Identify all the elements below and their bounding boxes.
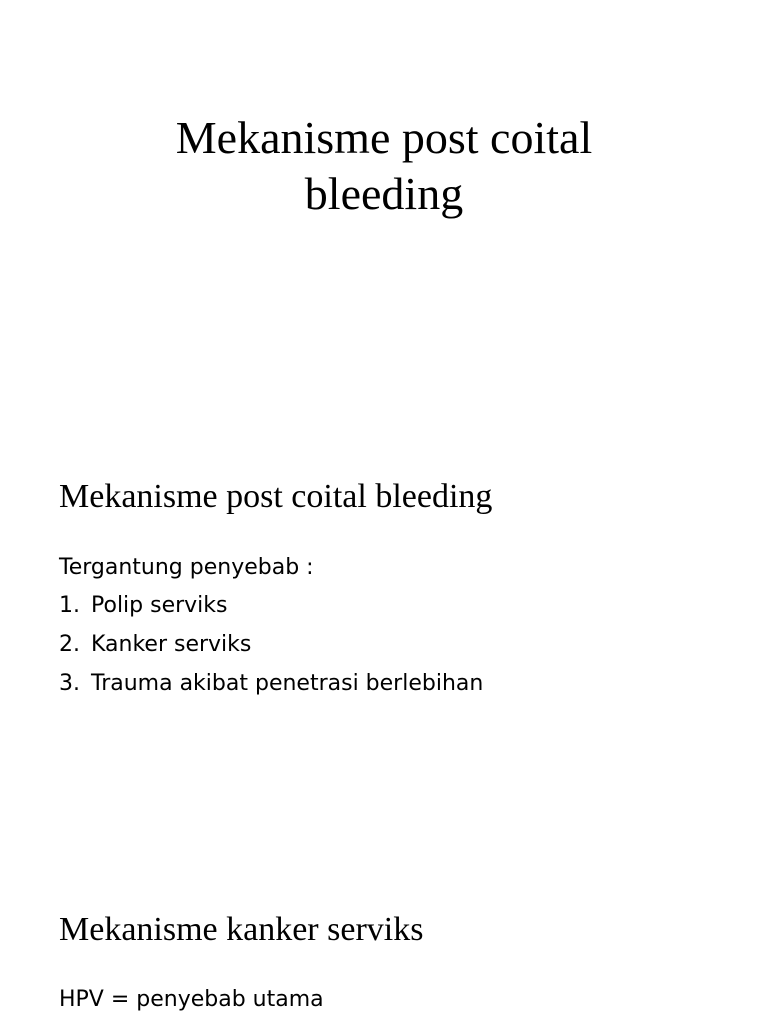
list-item-text: Trauma akibat penetrasi berlebihan bbox=[91, 671, 484, 696]
list-item bbox=[59, 586, 483, 625]
slide-title-line-1: Mekanisme post coital bbox=[175, 112, 593, 163]
slide-title-line-2: bleeding bbox=[304, 168, 464, 219]
slide-title bbox=[0, 110, 768, 222]
list-item-number: 1. bbox=[59, 593, 80, 618]
list-item-number: 2. bbox=[59, 632, 80, 657]
cause-list bbox=[59, 586, 483, 703]
section-heading-post-coital: Mekanisme post coital bleeding bbox=[59, 478, 493, 515]
section-heading-kanker-serviks: Mekanisme kanker serviks bbox=[59, 911, 424, 948]
list-item bbox=[59, 664, 483, 703]
list-item-text: Polip serviks bbox=[91, 593, 228, 618]
list-item-text: Kanker serviks bbox=[91, 632, 252, 657]
hpv-text: HPV = penyebab utama bbox=[59, 987, 324, 1012]
list-item-number: 3. bbox=[59, 671, 80, 696]
intro-text: Tergantung penyebab : bbox=[59, 555, 314, 580]
list-item bbox=[59, 625, 483, 664]
